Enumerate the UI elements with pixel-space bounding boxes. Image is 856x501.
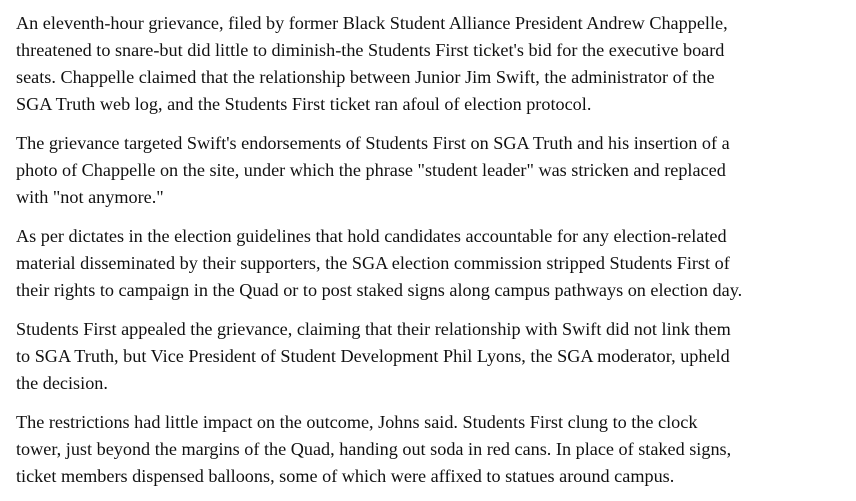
text-line: material disseminated by their supporters, the SGA election commission stripped Students First of (16, 253, 730, 273)
paragraph-2 (16, 130, 840, 211)
text-line: ticket members dispensed balloons, some of which were affixed to statues around campus. (16, 466, 675, 486)
text-line: their rights to campaign in the Quad or to post staked signs along campus pathways on election day. (16, 280, 743, 300)
text-line: the decision. (16, 373, 108, 393)
paragraph-3 (16, 223, 840, 304)
text-line: to SGA Truth, but Vice President of Student Development Phil Lyons, the SGA moderator, upheld (16, 346, 730, 366)
text-line: tower, just beyond the margins of the Quad, handing out soda in red cans. In place of staked signs, (16, 439, 732, 459)
text-line: As per dictates in the election guidelines that hold candidates accountable for any election-related (16, 226, 727, 246)
text-line: seats. Chappelle claimed that the relationship between Junior Jim Swift, the administrator of the (16, 67, 715, 87)
text-line: with "not anymore." (16, 187, 164, 207)
paragraph-4 (16, 316, 840, 397)
text-line: The grievance targeted Swift's endorsements of Students First on SGA Truth and his insertion of a (16, 133, 730, 153)
text-line: The restrictions had little impact on the outcome, Johns said. Students First clung to the clock (16, 412, 698, 432)
text-line: SGA Truth web log, and the Students First ticket ran afoul of election protocol. (16, 94, 592, 114)
text-line: An eleventh-hour grievance, filed by former Black Student Alliance President Andrew Chappelle, (16, 13, 728, 33)
text-line: Students First appealed the grievance, claiming that their relationship with Swift did not link them (16, 319, 731, 339)
paragraph-5 (16, 409, 840, 490)
text-line: photo of Chappelle on the site, under which the phrase "student leader" was stricken and replaced (16, 160, 726, 180)
paragraph-1 (16, 10, 840, 118)
text-line: threatened to snare-but did little to diminish-the Students First ticket's bid for the executive board (16, 40, 725, 60)
